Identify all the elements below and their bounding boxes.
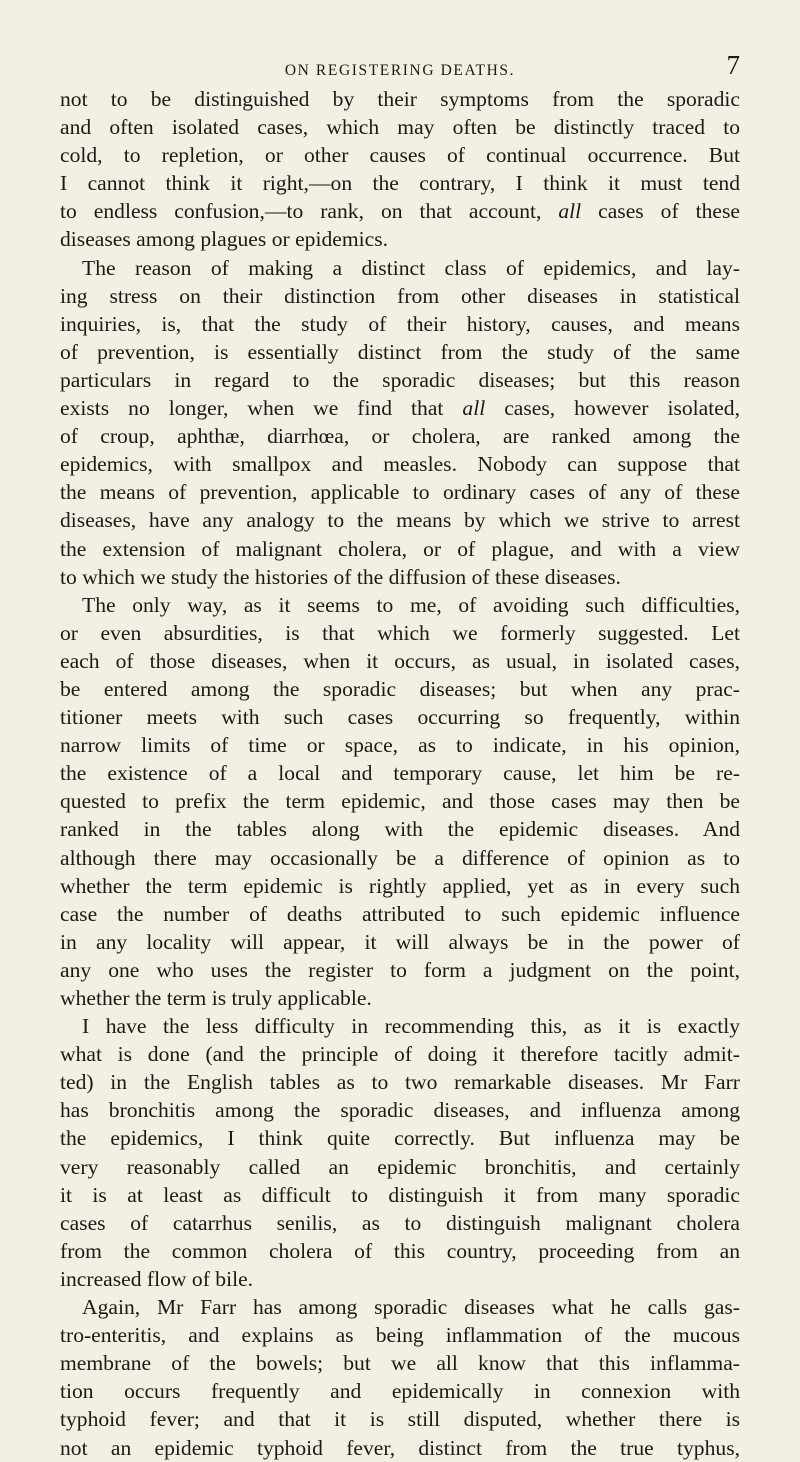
text-line: in any locality will appear, it will always be in the power of <box>60 929 740 954</box>
text-line: what is done (and the principle of doing it therefore tacitly admit- <box>60 1042 740 1067</box>
italic-word: all <box>462 396 486 421</box>
text-line: inquiries, is, that the study of their history, causes, and means <box>60 311 740 336</box>
text-line: the extension of malignant cholera, or of plague, and with a view <box>60 536 740 561</box>
text-line: the epidemics, I think quite correctly. But influenza may be <box>60 1126 740 1151</box>
text-line: be entered among the sporadic diseases; but when any prac- <box>60 676 740 701</box>
text-line: epidemics, with smallpox and measles. Nobody can suppose that <box>60 452 740 477</box>
text-line: not to be distinguished by their symptoms from the sporadic <box>60 87 740 111</box>
text-line: tro-enteritis, and explains as being inflammation of the mucous <box>60 1323 740 1348</box>
text-line: increased flow of bile. <box>60 1266 254 1291</box>
text-line: cases of catarrhus senilis, as to distinguish malignant cholera <box>60 1210 740 1235</box>
body-text <box>60 85 740 1462</box>
text-line: although there may occasionally be a difference of opinion as to <box>60 845 740 870</box>
text-line: narrow limits of time or space, as to indicate, in his opinion, <box>60 733 740 758</box>
text-line: case the number of deaths attributed to such epidemic influence <box>60 901 740 926</box>
text-line: of prevention, is essentially distinct from the study of the same <box>60 339 740 364</box>
italic-word: all <box>558 199 582 224</box>
text-line: the means of prevention, applicable to ordinary cases of any of these <box>60 480 740 505</box>
text-line: it is at least as difficult to distinguish it from many sporadic <box>60 1182 740 1207</box>
text-line: The reason of making a distinct class of epidemics, and lay- <box>82 255 740 280</box>
text-line: ted) in the English tables as to two remarkable diseases. Mr Farr <box>60 1070 740 1095</box>
text-line: titioner meets with such cases occurring so frequently, within <box>60 705 740 730</box>
text-line: or even absurdities, is that which we formerly suggested. Let <box>60 620 740 645</box>
text-line: typhoid fever; and that it is still disputed, whether there is <box>60 1407 740 1432</box>
text-line: diseases, have any analogy to the means by which we strive to arrest <box>60 508 740 533</box>
text-line: has bronchitis among the sporadic diseases, and influenza among <box>60 1098 740 1123</box>
text-line: from the common cholera of this country, proceeding from an <box>60 1238 740 1263</box>
text-line: ranked in the tables along with the epidemic diseases. And <box>60 817 740 842</box>
text-line: quested to prefix the term epidemic, and those cases may then be <box>60 789 740 814</box>
text-line: diseases among plagues or epidemics. <box>60 227 389 252</box>
text-line: membrane of the bowels; but we all know that this inflamma- <box>60 1351 740 1376</box>
text-line: to endless confusion,—to rank, on that account, all cases of these <box>60 199 740 224</box>
text-line: The only way, as it seems to me, of avoiding such difficulties, <box>82 592 740 617</box>
text-line: ing stress on their distinction from other diseases in statistical <box>60 283 740 308</box>
text-line: whether the term is truly applicable. <box>60 986 372 1010</box>
text-line: I cannot think it right,—on the contrary, I think it must tend <box>60 171 740 196</box>
text-line: I have the less difficulty in recommending this, as it is exactly <box>82 1014 740 1039</box>
text-line: Again, Mr Farr has among sporadic diseases what he calls gas- <box>82 1295 740 1320</box>
text-line: particulars in regard to the sporadic diseases; but this reason <box>60 367 740 392</box>
text-line: any one who uses the register to form a judgment on the point, <box>60 957 740 982</box>
text-line: of croup, aphthæ, diarrhœa, or cholera, are ranked among the <box>60 424 740 449</box>
text-line: not an epidemic typhoid fever, distinct from the true typhus, <box>60 1435 740 1460</box>
text-line: very reasonably called an epidemic bronchitis, and certainly <box>60 1154 740 1179</box>
text-line: to which we study the histories of the diffusion of these diseases. <box>60 564 621 589</box>
text-line: and often isolated cases, which may often be distinctly traced to <box>60 115 740 140</box>
text-line: exists no longer, when we find that all cases, however isolated, <box>60 396 740 421</box>
page-number: 7 <box>726 50 740 80</box>
running-head <box>60 40 740 80</box>
page-title: ON REGISTERING DEATHS. <box>284 62 516 79</box>
text-line: the existence of a local and temporary cause, let him be re- <box>60 761 740 786</box>
text-line: tion occurs frequently and epidemically in connexion with <box>60 1379 740 1404</box>
text-line: cold, to repletion, or other causes of continual occurrence. But <box>60 143 740 168</box>
text-line: each of those diseases, when it occurs, as usual, in isolated cases, <box>60 648 740 673</box>
text-line: whether the term epidemic is rightly applied, yet as in every such <box>60 873 740 898</box>
